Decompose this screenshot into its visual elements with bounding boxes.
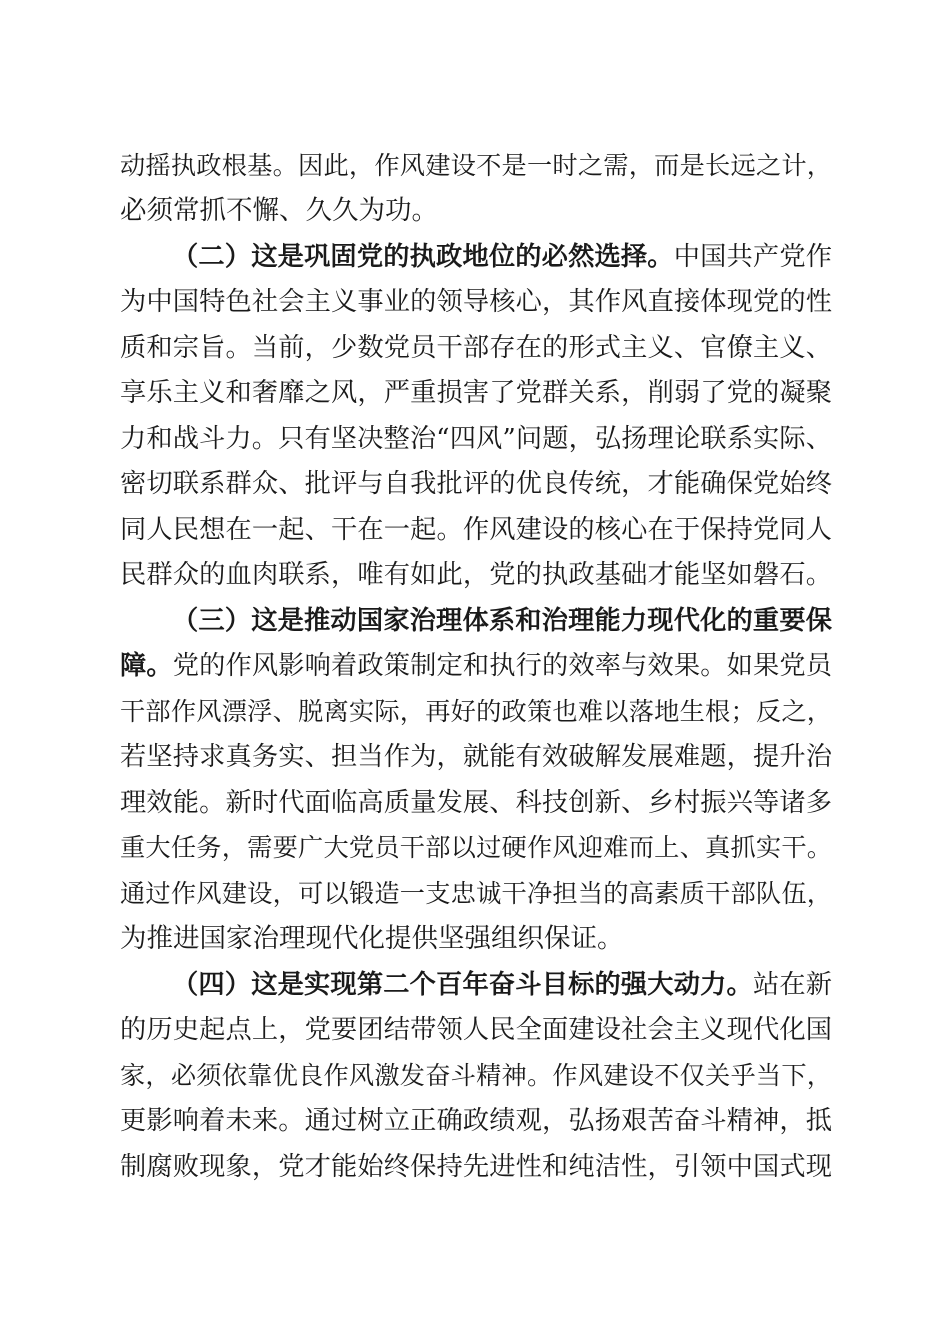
paragraph-line: 动摇执政根基。因此，作风建设不是一时之需，而是长远之计， bbox=[120, 151, 832, 180]
paragraph-line: 享乐主义和奢靡之风，严重损害了党群关系，削弱了党的凝聚 bbox=[120, 378, 832, 408]
section-heading: （二）这是巩固党的执政地位的必然选择。 bbox=[172, 241, 674, 272]
paragraph-heading-line bbox=[172, 237, 832, 277]
section-heading: （四）这是实现第二个百年奋斗目标的强大动力。 bbox=[172, 969, 753, 1000]
paragraph-line: 民群众的血肉联系，唯有如此，党的执政基础才能坚如磐石。 bbox=[120, 560, 832, 590]
paragraph-line: 理效能。新时代面临高质量发展、科技创新、乡村振兴等诸多 bbox=[120, 788, 832, 818]
paragraph-text: 站在新 bbox=[752, 970, 832, 1000]
paragraph-line: 的历史起点上，党要团结带领人民全面建设社会主义现代化国 bbox=[120, 1015, 832, 1045]
paragraph-line: 密切联系群众、批评与自我批评的优良传统，才能确保党始终 bbox=[120, 469, 832, 499]
paragraph-line: 重大任务，需要广大党员干部以过硬作风迎难而上、真抓实干。 bbox=[120, 833, 832, 862]
paragraph-line: 同人民想在一起、干在一起。作风建设的核心在于保持党同人 bbox=[120, 515, 832, 545]
paragraph-line: 更影响着未来。通过树立正确政绩观，弘扬艰苦奋斗精神，抵 bbox=[120, 1106, 832, 1136]
paragraph-text: 中国共产党作 bbox=[673, 242, 832, 272]
section-heading: （三）这是推动国家治理体系和治理能力现代化的重要保 bbox=[172, 605, 832, 636]
section-heading: 障。 bbox=[120, 650, 173, 681]
paragraph-line: 为中国特色社会主义事业的领导核心，其作风直接体现党的性 bbox=[120, 287, 832, 317]
paragraph-text: 党的作风影响着政策制定和执行的效率与效果。如果党员 bbox=[172, 651, 832, 681]
paragraph-line: 力和战斗力。只有坚决整治“四风”问题，弘扬理论联系实际、 bbox=[120, 424, 832, 454]
paragraph-line: 为推进国家治理现代化提供坚强组织保证。 bbox=[120, 923, 624, 954]
paragraph-line: 家，必须依靠优良作风激发奋斗精神。作风建设不仅关乎当下， bbox=[120, 1061, 832, 1090]
paragraph-line: 质和宗旨。当前，少数党员干部存在的形式主义、官僚主义、 bbox=[120, 333, 832, 363]
paragraph-heading-line bbox=[172, 965, 832, 1005]
paragraph-line: 必须常抓不懈、久久为功。 bbox=[120, 195, 438, 226]
paragraph-line: 干部作风漂浮、脱离实际，再好的政策也难以落地生根；反之， bbox=[120, 697, 832, 726]
paragraph-line: 通过作风建设，可以锻造一支忠诚干净担当的高素质干部队伍， bbox=[120, 879, 832, 908]
paragraph-heading-line bbox=[120, 646, 832, 686]
paragraph-line: 制腐败现象，党才能始终保持先进性和纯洁性，引领中国式现 bbox=[120, 1152, 832, 1182]
paragraph-line: 若坚持求真务实、担当作为，就能有效破解发展难题，提升治 bbox=[120, 742, 832, 772]
